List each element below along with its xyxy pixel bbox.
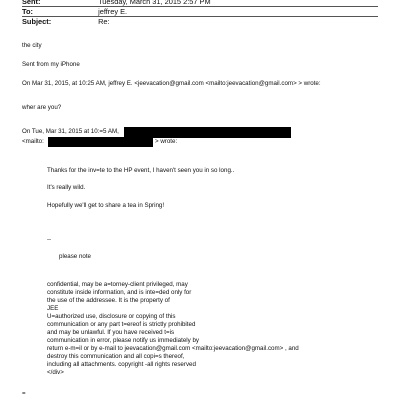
line-city: the city (22, 42, 42, 49)
quote2-header-b-prefix: <mailto: (22, 138, 44, 145)
disclaimer-line: and may be unlawful. If you have received t=is (47, 329, 175, 336)
disclaimer-line: confidential, may be a=torney-client privileged, may (47, 281, 188, 288)
dashes-line: -- (47, 236, 52, 243)
disclaimer-line: return e-m=il or by e-mail to jeevacation@gmail.com <mailto:jeevacation@gmail.com> , and (47, 345, 299, 352)
quote1-header: On Mar 31, 2015, at 10:25 AM, jeffrey E. <jeevacation@gmail.com <mailto:jeevacation@gmail.com> > wrote: (22, 80, 321, 87)
disclaimer-line: U=authorized use, disclosure or copying of this (47, 313, 176, 320)
header-subject-row (22, 17, 110, 26)
please-note: please note (59, 253, 91, 260)
sent-value: Tuesday, March 31, 2015 2:57 PM (98, 0, 211, 6)
redaction-bar (48, 137, 153, 147)
sent-label: Sent: (22, 0, 41, 6)
final-char: = (22, 390, 26, 397)
quote2-header-a: On Tue, Mar 31, 2015 at 10:=5 AM, (22, 128, 119, 135)
to-value: jeffrey E. (98, 7, 128, 16)
disclaimer-line: constitute inside information, and is inte=ded only for (47, 289, 192, 296)
subject-label: Subject: (22, 17, 52, 26)
disclaimer-line: communication or any part t=ereof is strictly prohibited (47, 321, 196, 328)
disclaimer-line: including all attachments. copyright -all rights reserved (47, 361, 196, 368)
disclaimer-line: destroy this communication and all copi=s thereof, (47, 353, 185, 360)
to-label: To: (22, 7, 33, 16)
hope-line: Hopefully we'll get to share a tea in Spring! (47, 202, 165, 209)
disclaimer-line: the use of the addressee. It is the property of (47, 297, 170, 304)
line-where: wher are you? (22, 104, 62, 111)
line-sent-from: Sent from my iPhone (22, 61, 80, 68)
header-to-row (22, 7, 127, 16)
subject-value: Re: (98, 17, 110, 26)
disclaimer-line: </div> (47, 369, 64, 376)
disclaimer-line: JEE (47, 305, 59, 312)
wild-line: It's really wild. (47, 184, 86, 191)
quote2-header-b-suffix: > wrote: (155, 138, 178, 145)
thanks-line: Thanks for the inv=te to the HP event, I haven't seen you in so long.. (47, 167, 235, 174)
disclaimer-line: communication in error, please notify us immediately by (47, 337, 200, 344)
